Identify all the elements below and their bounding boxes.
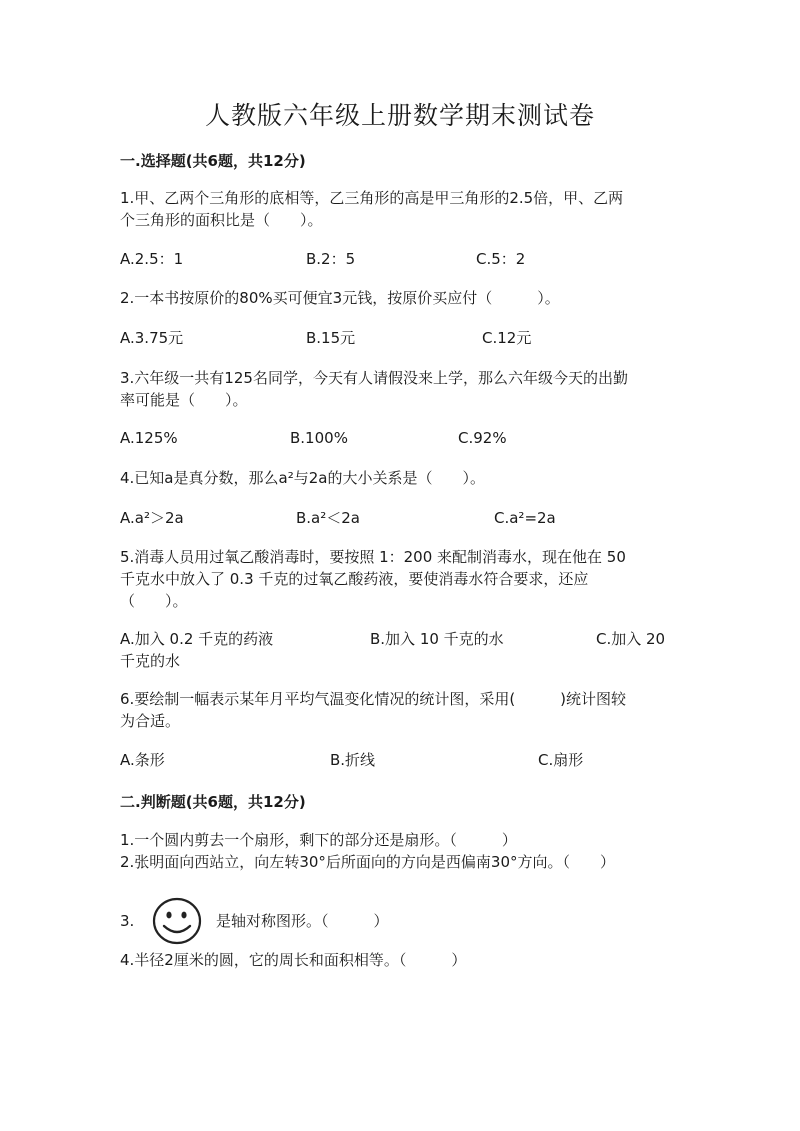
section-1-heading: 一.选择题(共6题，共12分) (120, 152, 306, 170)
question-1-line-2: 个三角形的面积比是（ ）。 (120, 211, 323, 229)
q5-option-b: B.加入 10 千克的水 (370, 630, 504, 648)
q5-option-c-wrap: 千克的水 (120, 652, 181, 670)
q6-option-c: C.扇形 (538, 751, 584, 769)
question-2-line-1: 2.一本书按原价的80%买可便宜3元钱，按原价买应付（ ）。 (120, 289, 560, 307)
question-3 (120, 367, 680, 411)
question-1 (120, 187, 680, 231)
question-4-line-1: 4.已知a是真分数，那么a²与2a的大小关系是（ ）。 (120, 469, 485, 487)
question-1-line-1: 1.甲、乙两个三角形的底相等，乙三角形的高是甲三角形的2.5倍，甲、乙两 (120, 189, 624, 207)
q3-option-b: B.100% (290, 429, 348, 447)
q4-option-c: C.a²=2a (494, 509, 556, 527)
smiley-face-icon (152, 896, 202, 946)
question-5-line-1: 5.消毒人员用过氧乙酸消毒时，要按照 1：200 来配制消毒水，现在他在 50 (120, 548, 626, 566)
q1-option-a: A.2.5：1 (120, 250, 184, 268)
judge-item-1: 1.一个圆内剪去一个扇形，剩下的部分还是扇形。（ ） (120, 831, 517, 849)
q6-option-b: B.折线 (330, 751, 376, 769)
q5-option-a: A.加入 0.2 千克的药液 (120, 630, 274, 648)
q1-option-b: B.2：5 (306, 250, 356, 268)
judge-item-4: 4.半径2厘米的圆，它的周长和面积相等。（ ） (120, 951, 467, 969)
section-2-heading: 二.判断题(共6题，共12分) (120, 793, 306, 811)
q4-option-a: A.a²＞2a (120, 509, 184, 527)
q2-option-b: B.15元 (306, 329, 356, 347)
question-6-line-2: 为合适。 (120, 712, 181, 730)
q3-option-a: A.125% (120, 429, 178, 447)
question-3-line-2: 率可能是（ ）。 (120, 391, 248, 409)
q5-option-c: C.加入 20 (596, 630, 666, 648)
question-5-line-3: （ ）。 (120, 592, 188, 610)
question-2 (120, 287, 680, 309)
judge-item-3-text: 是轴对称图形。（ ） (216, 912, 389, 930)
judge-item-3-number: 3. (120, 912, 135, 930)
question-5-line-2: 千克水中放入了 0.3 千克的过氧乙酸药液，要使消毒水符合要求，还应 (120, 570, 589, 588)
q2-option-a: A.3.75元 (120, 329, 184, 347)
question-5 (120, 546, 680, 612)
q1-option-c: C.5：2 (476, 250, 526, 268)
q6-option-a: A.条形 (120, 751, 165, 769)
question-4 (120, 467, 680, 489)
page-title: 人教版六年级上册数学期末测试卷 (204, 101, 595, 130)
q4-option-b: B.a²＜2a (296, 509, 360, 527)
q3-option-c: C.92% (458, 429, 507, 447)
judge-item-2: 2.张明面向西站立，向左转30°后所面向的方向是西偏南30°方向。（ ） (120, 853, 615, 871)
question-3-line-1: 3.六年级一共有125名同学，今天有人请假没来上学，那么六年级今天的出勤 (120, 369, 628, 387)
q2-option-c: C.12元 (482, 329, 532, 347)
question-6-line-1: 6.要绘制一幅表示某年月平均气温变化情况的统计图，采用( )统计图较 (120, 690, 627, 708)
question-6 (120, 688, 680, 732)
